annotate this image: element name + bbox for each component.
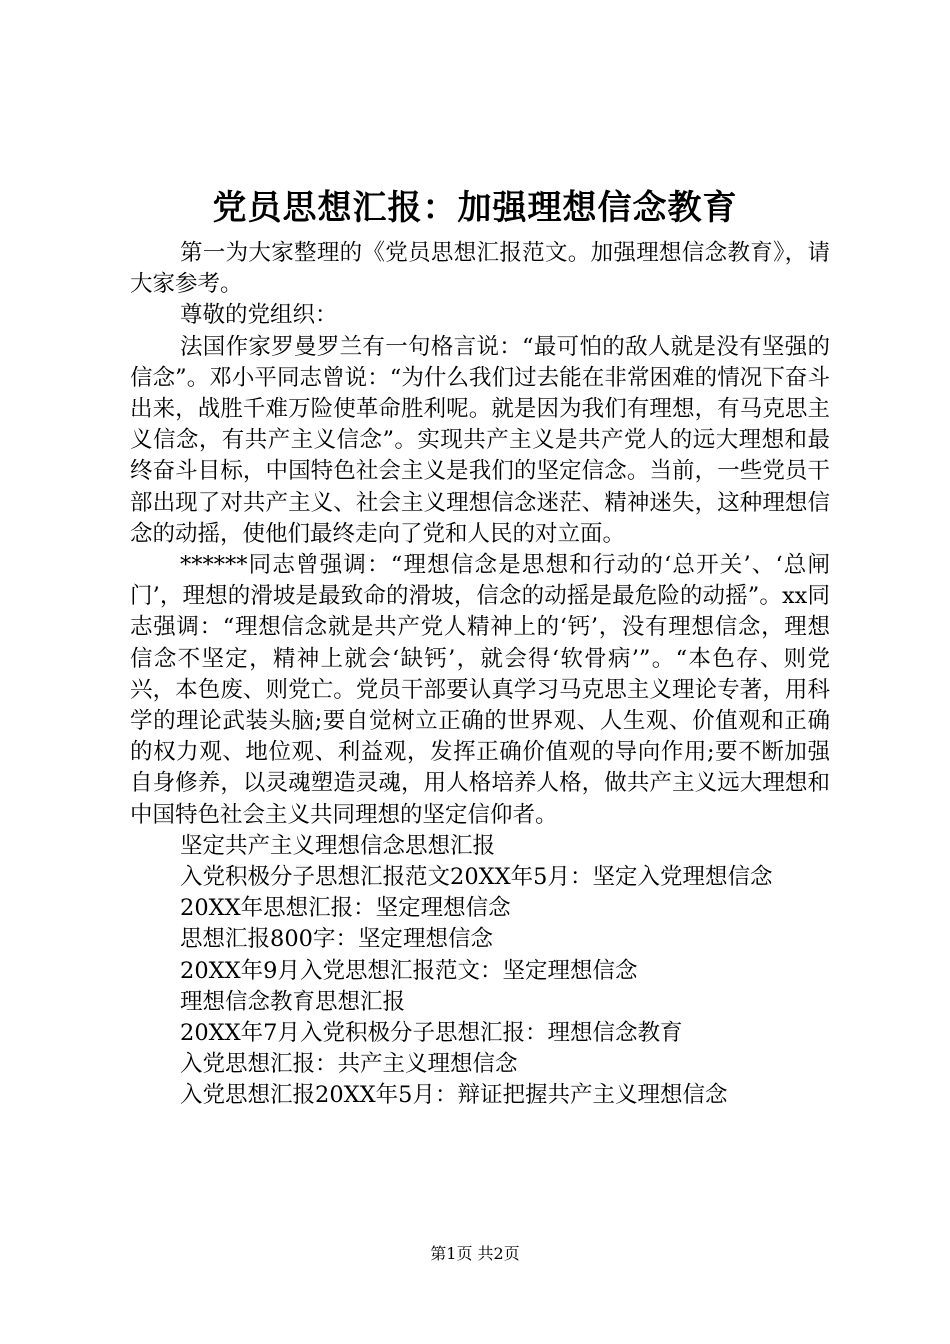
related-link[interactable]: 20XX年思想汇报：坚定理想信念 — [180, 895, 511, 922]
related-link[interactable]: 思想汇报800字：坚定理想信念 — [180, 926, 493, 953]
related-link[interactable]: 20XX年9月入党思想汇报范文：坚定理想信念 — [180, 957, 638, 984]
intro-paragraph: 第一为大家整理的《党员思想汇报范文。加强理想信念教育》，请大家参考。 — [130, 240, 830, 298]
related-link[interactable]: 坚定共产主义理想信念思想汇报 — [180, 832, 496, 859]
body-paragraph: ******同志曾强调：“理想信念是思想和行动的‘总开关’、‘总闸门’，理想的滑坡是最致命的滑坡，信念的动摇是最危险的动摇”。xx同志强调：“理想信念就是共产党人精神上的‘钙’，没有理想信念，理想信念不坚定，精神上就会‘缺钙’，就会得‘软骨病’”。“本色存、则党兴，本色废、则党亡。党员干部要认真学习马克思主义理论专著，用科学的理论武装头脑;要自觉树立正确的世界观、人生观、价值观和正确的权力观、地位观、利益观，发挥正确价值观的导向作用;要不断加强自身修养，以灵魂塑造灵魂，用人格培养人格，做共产主义远大理想和中国特色社会主义共同理想的坚定信仰者。 — [130, 552, 830, 828]
document-title: 党员思想汇报：加强理想信念教育 — [212, 188, 738, 228]
related-link[interactable]: 入党思想汇报：共产主义理想信念 — [180, 1051, 518, 1078]
body-paragraph: 法国作家罗曼罗兰有一句格言说：“最可怕的敌人就是没有坚强的信念”。邓小平同志曾说：“为什么我们过去能在非常困难的情况下奋斗出来，战胜千难万险使革命胜利呢。就是因为我们有理想，有马克思主义信念，有共产主义信念”。实现共产主义是共产党人的远大理想和最终奋斗目标，中国特色社会主义是我们的坚定信念。当前，一些党员干部出现了对共产主义、社会主义理想信念迷茫、精神迷失，这种理想信念的动摇，使他们最终走向了党和人民的对立面。 — [130, 333, 830, 547]
salutation: 尊敬的党组织： — [180, 302, 338, 329]
related-link[interactable]: 入党积极分子思想汇报范文20XX年5月：坚定入党理想信念 — [180, 864, 773, 891]
related-link[interactable]: 理想信念教育思想汇报 — [180, 988, 406, 1015]
related-link[interactable]: 20XX年7月入党积极分子思想汇报：理想信念教育 — [180, 1020, 683, 1047]
document-body — [130, 238, 830, 1112]
related-link[interactable]: 入党思想汇报20XX年5月：辩证把握共产主义理想信念 — [180, 1082, 728, 1109]
page-number-footer: 第1页 共2页 — [430, 1244, 520, 1263]
